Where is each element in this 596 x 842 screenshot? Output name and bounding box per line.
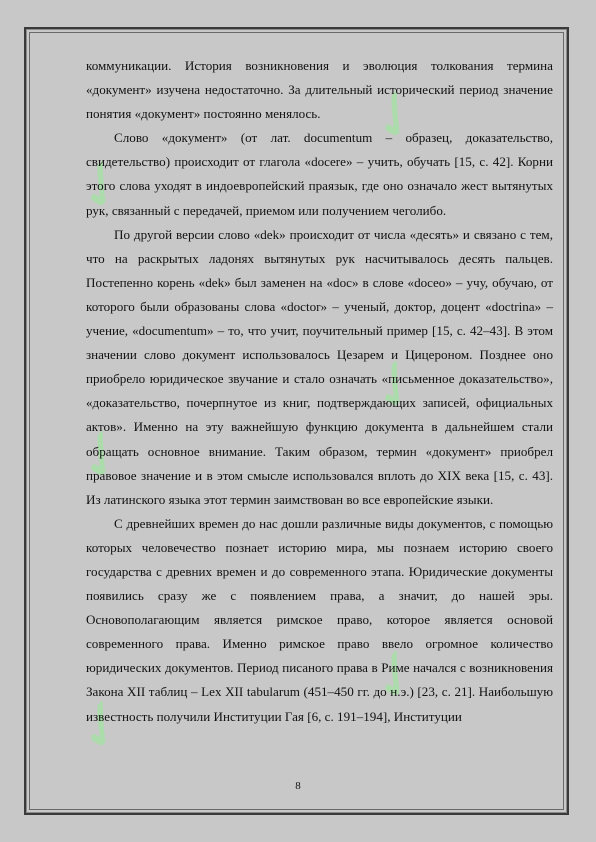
watermark-mark: ✓ (58, 142, 144, 232)
watermark-mark: ✓ (352, 72, 438, 162)
page-number: 8 (295, 780, 301, 792)
paragraph-3: По другой версии слово «dek» происходит от числа «десять» и связано с тем, что на раскрытых ладонях вытянутых рук насчитывалось десять пальцев. Постепенно корень «dek» был заменен на «doc» в слове «doceo» – учу, обучаю, от которого были образованы слова «doctor» – ученый, доктор, доцент «doctrina» – учение, «documentum» – то, что учит, поучительный пример [15, с. 42–43]. В этом значении слово документ использовалось Цезарем и Цицероном. Позднее оно приобрело юридическое звучание и стало означать «письменное доказательство», «доказательство, почерпнутое из книг, подтверждающих записей, официальных актов». Именно на эту важнейшую функцию документа в дальнейшем стали обращать основное внимание. Таким образом, термин «документ» приобрел правовое значение и в этом смысле использовался вплоть до XIX века [15, с. 43]. Из латинского языка этот термин заимствован во все европейские языки. (86, 226, 553, 507)
body-text (86, 54, 553, 729)
paragraph-1: коммуникации. История возникновения и эволюция толкования термина «документ» изучена недостаточно. За длительный исторический период значение понятия «документ» постоянно менялось. (86, 58, 553, 122)
watermark-mark: ✓ (58, 412, 144, 502)
paragraph-4: С древнейших времен до нас дошли различные виды документов, с помощью которых человечество познает историю мира, мы познаем историю своего государства с древних времен и до современного этапа. Юридические документы появились сразу же с появлением права, а значит, до нашей эры. Основополагающим является римское право, которое является основой современного права. Именно римское право ввело огромное количество юридических документов. Период писаного права в Риме начался с возникновения Закона XII таблиц – Lex XII tabularum (451–450 гг. до н.э.) [23, с. 21]. Наибольшую известность получили Институции Гая [6, с. 191–194], Институции (86, 515, 553, 724)
paragraph-2: Слово «документ» (от лат. documentum – образец, доказательство, свидетельство) происходит от глагола «docere» – учить, обучать [15, с. 42]. Корни этого слова уходят в индоевропейский праязык, где оно означало жест вытянутых рук, связанный с передачей, приемом или получением чеголибо. (86, 130, 553, 218)
watermark-mark: ✓ (58, 682, 144, 772)
watermark-mark: ✓ (352, 342, 438, 432)
watermark-mark: ✓ (352, 632, 438, 722)
